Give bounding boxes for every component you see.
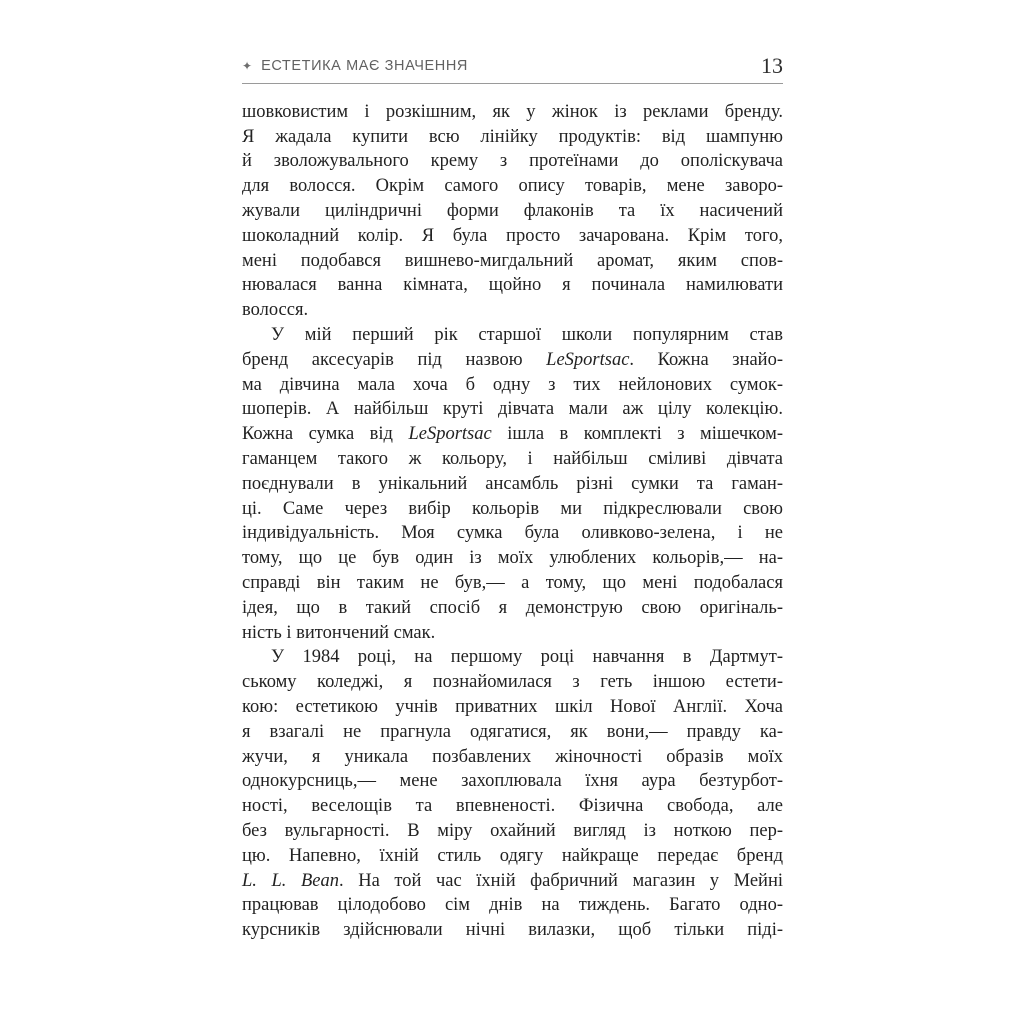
- text-segment: жували циліндричні форми флаконів та їх насичений: [242, 200, 783, 221]
- text-line: [242, 397, 783, 422]
- text-line: [242, 100, 783, 125]
- book-page: [242, 53, 783, 943]
- text-line: [242, 695, 783, 720]
- text-line: [242, 769, 783, 794]
- text-segment: й зволожувального крему з протеїнами до ополіскувача: [242, 151, 783, 172]
- brand-name-italic: LeSportsac: [408, 424, 492, 445]
- text-line: [242, 273, 783, 298]
- text-segment: бренд аксесуарів під назвою: [242, 349, 547, 370]
- text-segment: однокурсниць,— мене захоплювала їхня аура безтурбот-: [242, 771, 783, 792]
- text-segment: . На той час їхній фабричний магазин у Мейні: [339, 870, 783, 891]
- text-segment: Я жадала купити всю лінійку продуктів: від шампуню: [242, 126, 783, 147]
- running-title: ЕСТЕТИКА МАЄ ЗНАЧЕННЯ: [261, 58, 468, 75]
- running-header: [242, 53, 783, 84]
- text-segment: працював цілодобово сім днів на тиждень. Багато одно-: [242, 895, 783, 916]
- text-segment: цю. Напевно, їхній стиль одягу найкраще передає бренд: [242, 845, 783, 866]
- text-line: [242, 918, 783, 943]
- text-line: [242, 497, 783, 522]
- text-segment: волосся.: [242, 300, 309, 321]
- text-segment: кою: естетикою учнів приватних шкіл Нової Англії. Хоча: [242, 696, 783, 717]
- text-segment: мені подобався вишнево-мигдальний аромат, яким спов-: [242, 250, 783, 271]
- text-line: [242, 447, 783, 472]
- text-line: [242, 373, 783, 398]
- text-segment: шоколадний колір. Я була просто зачарована. Крім того,: [242, 225, 783, 246]
- text-segment: ма дівчина мала хоча б одну з тих нейлонових сумок-: [242, 374, 783, 395]
- text-line: [242, 745, 783, 770]
- text-line: [242, 249, 783, 274]
- text-segment: ність і витончений смак.: [242, 622, 436, 643]
- text-line: [242, 472, 783, 497]
- text-segment: У мій перший рік старшої школи популярним став: [271, 324, 783, 345]
- text-segment: ішла в комплекті з мішечком-: [491, 424, 783, 445]
- text-line: [242, 546, 783, 571]
- text-segment: для волосся. Окрім самого опису товарів, мене заворо-: [242, 176, 783, 197]
- text-segment: шоперів. А найбільш круті дівчата мали аж цілу колекцію.: [242, 399, 783, 420]
- text-segment: ідея, що в такий спосіб я демонструю свою оригіналь-: [242, 597, 783, 618]
- page-number: 13: [761, 53, 783, 78]
- text-segment: ці. Саме через вибір кольорів ми підкреслювали свою: [242, 498, 783, 519]
- text-line: [242, 670, 783, 695]
- text-line: [242, 571, 783, 596]
- text-segment: жучи, я уникала позбавлених жіночності образів моїх: [242, 746, 783, 767]
- text-line: [242, 819, 783, 844]
- text-line: [242, 174, 783, 199]
- text-line: [242, 298, 783, 323]
- text-segment: шовковистим і розкішним, як у жінок із реклами бренду.: [242, 101, 783, 122]
- text-line: [242, 720, 783, 745]
- text-line: [242, 893, 783, 918]
- text-line: [242, 224, 783, 249]
- text-line: [242, 596, 783, 621]
- text-segment: гаманцем такого ж кольору, і найбільш сміливі дівчата: [242, 448, 783, 469]
- text-line: [242, 794, 783, 819]
- page-body-text: [242, 100, 783, 943]
- star-ornament-icon: ✦: [242, 59, 253, 74]
- text-line: [242, 149, 783, 174]
- text-line: [242, 521, 783, 546]
- text-segment: . Кожна знайо-: [629, 349, 783, 370]
- text-line: [242, 199, 783, 224]
- text-segment: без вульгарності. В міру охайний вигляд із ноткою пер-: [242, 820, 783, 841]
- text-segment: я взагалі не прагнула одягатися, як вони,— правду ка-: [242, 721, 783, 742]
- text-segment: ності, веселощів та впевненості. Фізична свобода, але: [242, 796, 783, 817]
- brand-name-italic: L. L. Bean: [242, 870, 340, 891]
- text-line: [242, 323, 783, 348]
- text-segment: курсників здійснювали нічні вилазки, щоб тільки піді-: [242, 920, 783, 941]
- text-segment: нювалася ванна кімната, щойно я починала намилювати: [242, 275, 783, 296]
- text-segment: У 1984 році, на першому році навчання в Дартмут-: [271, 647, 783, 668]
- brand-name-italic: LeSportsac: [546, 349, 630, 370]
- text-line: [242, 125, 783, 150]
- text-line: [242, 348, 783, 373]
- text-segment: Кожна сумка від: [242, 424, 409, 445]
- text-line: [242, 645, 783, 670]
- running-header-left: [242, 58, 468, 75]
- text-segment: тому, що це був один із моїх улюблених кольорів,— на-: [242, 548, 783, 569]
- text-segment: поєднували в унікальний ансамбль різні сумки та гаман-: [242, 473, 783, 494]
- text-line: [242, 844, 783, 869]
- text-line: [242, 422, 783, 447]
- text-line: [242, 869, 783, 894]
- text-segment: ському коледжі, я познайомилася з геть іншою естети-: [242, 672, 783, 693]
- text-segment: справді він таким не був,— а тому, що мені подобалася: [242, 572, 783, 593]
- text-segment: індивідуальність. Моя сумка була оливково-зелена, і не: [242, 523, 783, 544]
- text-line: [242, 621, 783, 646]
